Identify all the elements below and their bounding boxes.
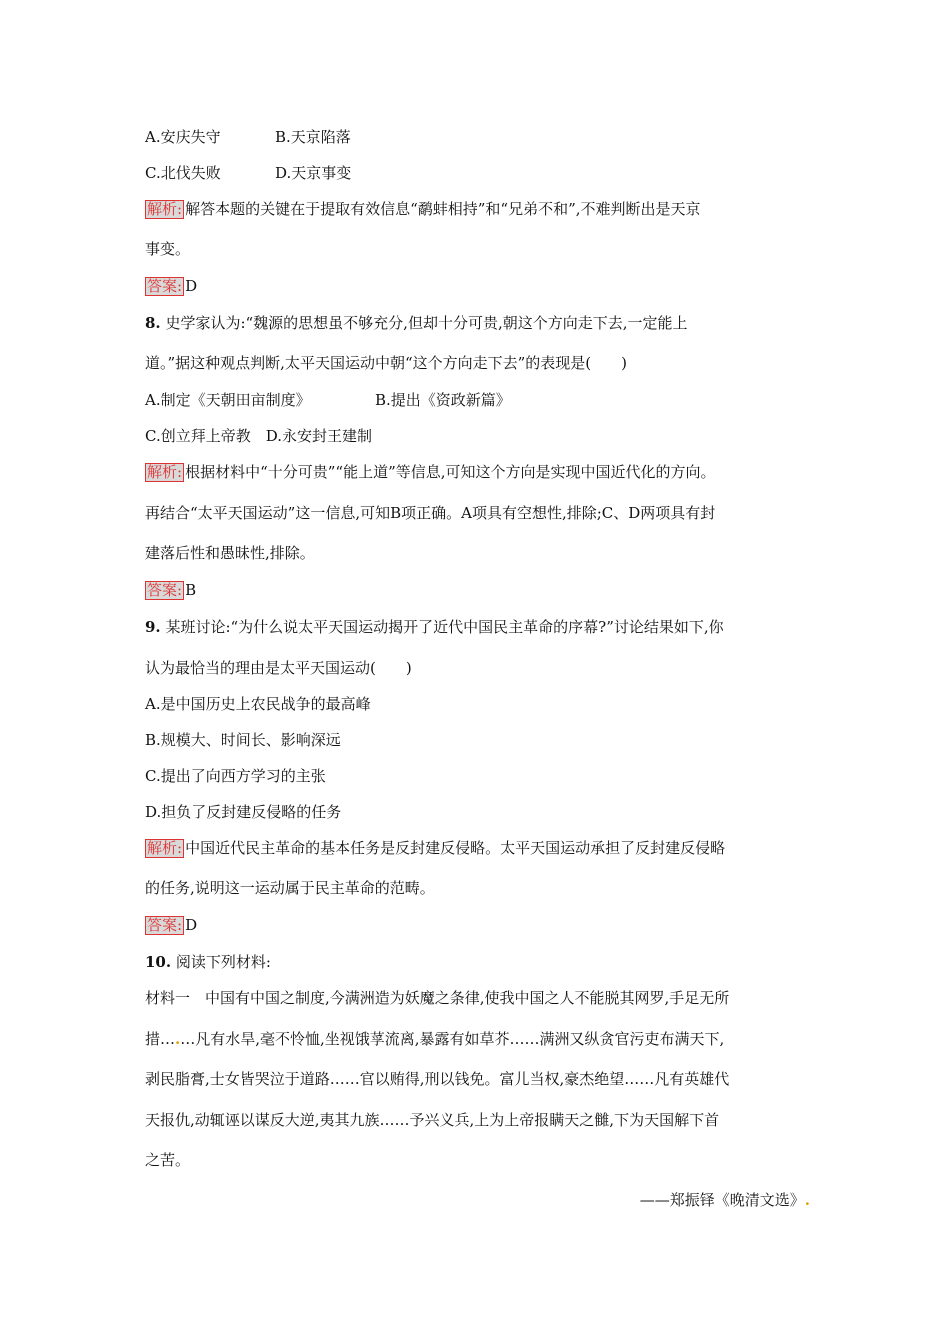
q7-options-ab (145, 127, 810, 147)
q8-options-ab (145, 390, 810, 410)
q8-options-cd (145, 426, 810, 446)
q9-option-d: D.担负了反封建反侵略的任务 (145, 803, 342, 821)
q8-analysis-text-1: 根据材料中“十分可贵”“能上道”等信息,可知这个方向是实现中国近代化的方向。 (185, 463, 716, 481)
q9-stem-text-2: 认为最恰当的理由是太平天国运动( ) (145, 659, 412, 677)
q7-option-d: D.天京事变 (275, 164, 352, 182)
q7-option-a: A.安庆失守 (145, 128, 221, 146)
decorative-dot-source: . (804, 1191, 810, 1209)
q9-option-c-line (145, 766, 810, 786)
q9-option-c: C.提出了向西方学习的主张 (145, 767, 326, 785)
q10-stem-line (145, 952, 810, 972)
q8-number: 8. (145, 314, 161, 332)
q8-analysis-tag: 解析: (147, 463, 183, 481)
q7-answer-tag: 答案: (147, 277, 183, 295)
q7-analysis-line-2 (145, 239, 810, 259)
q10-material-text-2a: 措… (145, 1030, 176, 1048)
q9-option-b: B.规模大、时间长、影响深远 (145, 731, 341, 749)
q9-number: 9. (145, 618, 161, 636)
q10-number: 10. (145, 953, 172, 971)
q8-answer-value: B (185, 581, 197, 599)
q8-option-b: B.提出《资政新篇》 (375, 391, 511, 409)
q8-stem-line-1 (145, 313, 810, 333)
q7-analysis-line-1 (145, 199, 810, 219)
q8-answer (145, 580, 810, 600)
q10-source-text: ——郑振铎《晚清文选》 (639, 1191, 805, 1209)
q7-options-cd (145, 163, 810, 183)
q9-analysis-tag: 解析: (147, 839, 183, 857)
q8-analysis-line-2 (145, 503, 810, 523)
q9-analysis-text-2: 的任务,说明这一运动属于民主革命的范畴。 (145, 879, 435, 897)
q9-option-b-line (145, 730, 810, 750)
q10-material-line-2 (145, 1029, 810, 1049)
q9-stem-line-2 (145, 658, 810, 678)
q9-option-a-line (145, 694, 810, 714)
q10-material-line-4 (145, 1110, 810, 1130)
q9-stem-text-1: 某班讨论:“为什么说太平天国运动揭开了近代中国民主革命的序幕?”讨论结果如下,你 (165, 618, 724, 636)
q8-option-a: A.制定《天朝田亩制度》 (145, 391, 311, 409)
q9-answer-value: D (185, 916, 198, 934)
q8-analysis-text-3: 建落后性和愚昧性,排除。 (145, 544, 315, 562)
q7-option-b: B.天京陷落 (275, 128, 351, 146)
q8-option-cd: C.创立拜上帝教 D.永安封王建制 (145, 427, 372, 445)
q7-analysis-text-2: 事变。 (145, 240, 191, 258)
q7-answer-value: D (185, 277, 198, 295)
q10-stem-text: 阅读下列材料: (175, 953, 271, 971)
q10-source-citation (640, 1190, 810, 1210)
q8-answer-tag: 答案: (147, 581, 183, 599)
q9-answer (145, 915, 810, 935)
q9-option-a: A.是中国历史上农民战争的最高峰 (145, 695, 371, 713)
q10-material-line-5 (145, 1150, 810, 1170)
q10-material-line-3 (145, 1069, 810, 1089)
q8-analysis-text-2: 再结合“太平天国运动”这一信息,可知B项正确。A项具有空想性,排除;C、D两项具有封 (145, 504, 716, 522)
q10-material-text-5: 之苦。 (145, 1151, 191, 1169)
q7-analysis-text-1: 解答本题的关键在于提取有效信息“鹬蚌相持”和“兄弟不和”,不难判断出是天京 (185, 200, 701, 218)
q9-stem-line-1 (145, 617, 810, 637)
q8-analysis-line-1 (145, 462, 810, 482)
q7-option-c: C.北伐失败 (145, 164, 221, 182)
q10-material-text-4: 天报仇,动辄诬以谋反大逆,夷其九族……予兴义兵,上为上帝报瞒天之雠,下为天国解下首 (145, 1111, 720, 1129)
q10-material-text-3: 剥民脂膏,士女皆哭泣于道路……官以贿得,刑以钱免。富儿当权,豪杰绝望……凡有英雄代 (145, 1070, 730, 1088)
q8-stem-text-2: 道。”据这种观点判断,太平天国运动中朝“这个方向走下去”的表现是( ) (145, 354, 627, 372)
decorative-dot: . (175, 1030, 181, 1048)
q9-analysis-text-1: 中国近代民主革命的基本任务是反封建反侵略。太平天国运动承担了反封建反侵略 (185, 839, 726, 857)
q9-option-d-line (145, 802, 810, 822)
q10-material-line-1 (145, 988, 810, 1008)
q9-answer-tag: 答案: (147, 916, 183, 934)
q10-material-text-2b: …凡有水旱,毫不怜恤,坐视饿莩流离,暴露有如草芥……满洲又纵贪官污吏布满天下, (180, 1030, 725, 1048)
q8-stem-text-1: 史学家认为:“魏源的思想虽不够充分,但却十分可贵,朝这个方向走下去,一定能上 (165, 314, 688, 332)
q10-material-text-1: 材料一 中国有中国之制度,今满洲造为妖魔之条律,使我中国之人不能脱其网罗,手足无所 (145, 989, 730, 1007)
q7-answer (145, 276, 810, 296)
q9-analysis-line-2 (145, 878, 810, 898)
q9-analysis-line-1 (145, 838, 810, 858)
q8-stem-line-2 (145, 353, 810, 373)
q7-analysis-tag: 解析: (147, 200, 183, 218)
q8-analysis-line-3 (145, 543, 810, 563)
